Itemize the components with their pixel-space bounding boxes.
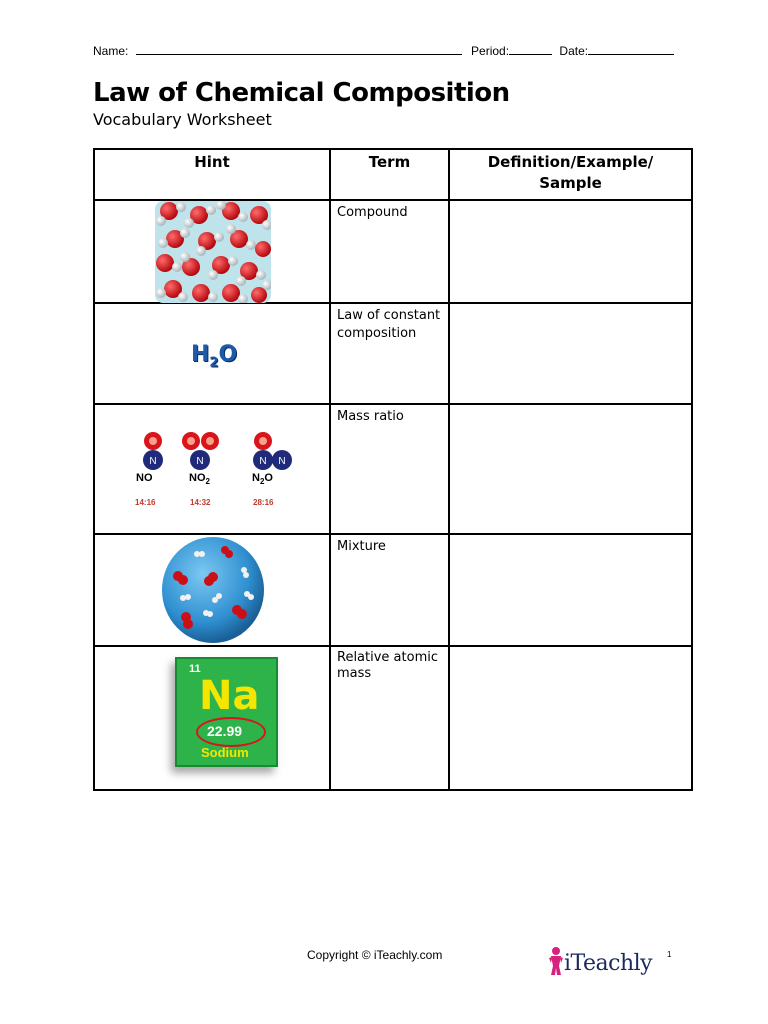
mass-ratio-label: 14:16 (135, 498, 156, 507)
term-cell: Relative atomic mass (330, 646, 449, 790)
column-header-definition: Definition/Example/ Sample (449, 149, 692, 200)
hint-cell (94, 303, 330, 404)
n2o-molecule-icon (249, 431, 297, 471)
copyright-text: Copyright © iTeachly.com (307, 948, 443, 962)
mass-ratio-label: 14:32 (190, 498, 211, 507)
atomic-mass: 22.99 (207, 723, 243, 739)
table-row (94, 646, 692, 790)
formula-label: $NO_2$ (189, 472, 210, 487)
table-header-row (94, 149, 692, 200)
h2o-formula: $H_2O$ (191, 342, 238, 371)
definition-cell[interactable] (449, 404, 692, 534)
hint-cell (94, 646, 330, 790)
term-cell: Mass ratio (330, 404, 449, 534)
definition-cell[interactable] (449, 534, 692, 646)
page-subtitle: Vocabulary Worksheet (93, 110, 272, 129)
period-label: Period: (471, 44, 510, 58)
header-fields (93, 43, 693, 58)
vocabulary-table (93, 148, 693, 791)
definition-cell[interactable] (449, 303, 692, 404)
definition-cell[interactable] (449, 646, 692, 790)
mass-ratio-label: 28:16 (253, 498, 274, 507)
table-row (94, 404, 692, 534)
atom-label: N (196, 456, 204, 467)
table-row (94, 200, 692, 303)
page-number: 1 (667, 950, 672, 959)
atom-label: N (278, 456, 286, 467)
iteachly-logo (548, 944, 652, 976)
hint-cell (94, 534, 330, 646)
date-label: Date: (559, 44, 589, 58)
table-row (94, 303, 692, 404)
no-molecule-icon (140, 431, 170, 471)
term-cell: Compound (330, 200, 449, 303)
atom-label: N (149, 456, 157, 467)
atom-label: N (259, 456, 267, 467)
term-cell: Mixture (330, 534, 449, 646)
table-row (94, 534, 692, 646)
sodium-element-tile (175, 657, 278, 767)
water-molecules-image (155, 201, 271, 303)
name-label: Name: (93, 44, 129, 58)
element-name: Sodium (201, 745, 249, 760)
definition-cell[interactable] (449, 200, 692, 303)
mixture-sphere-image (161, 535, 265, 645)
nitrogen-oxides-diagram (123, 427, 313, 512)
hint-cell (94, 404, 330, 534)
date-field[interactable] (588, 43, 674, 55)
period-field[interactable] (509, 43, 552, 55)
formula-label: $N_2O$ (252, 472, 273, 487)
teacher-figure-icon (548, 946, 564, 976)
element-symbol: Na (199, 673, 260, 719)
column-header-term: Term (330, 149, 449, 200)
formula-label: NO (136, 472, 153, 484)
name-field[interactable] (136, 43, 462, 55)
hint-cell (94, 200, 330, 303)
term-cell: Law of constant composition (330, 303, 449, 404)
column-header-hint: Hint (94, 149, 330, 200)
atomic-number: 11 (189, 663, 201, 675)
no2-molecule-icon (179, 431, 223, 471)
logo-text: iTeachly (564, 951, 653, 976)
page-title: Law of Chemical Composition (93, 78, 510, 108)
